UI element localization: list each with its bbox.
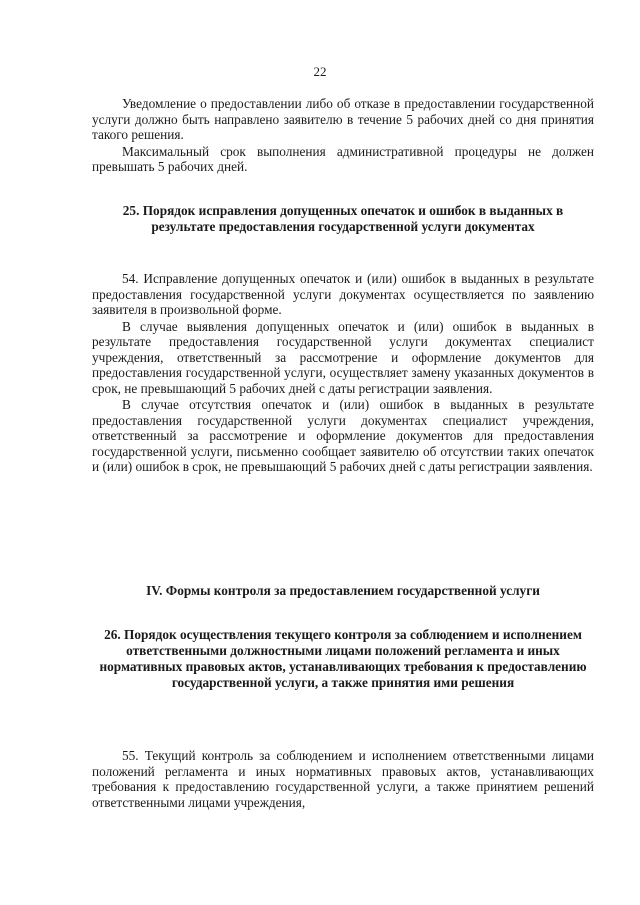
paragraph: Максимальный срок выполнения административной процедуры не должен превышать 5 рабочих дней. bbox=[92, 143, 594, 174]
paragraph: В случае отсутствия опечаток и (или) ошибок в выданных в результате предоставления государственной услуги документах специалист учреждения, ответственный за рассмотрение и оформление документов для предоставления государственной услуги, письменно сообщает заявителю об отсутствии таких опечаток и (или) ошибок в срок, не превышающий 5 рабочих дней с даты регистрации заявления. bbox=[92, 397, 594, 474]
section-heading-26: 26. Порядок осуществления текущего контроля за соблюдением и исполнением ответственными должностными лицами положений регламента и иных нормативных правовых актов, устанавливающих требования к предоставлению государственной услуги, а также принятия ими решения bbox=[99, 627, 587, 690]
paragraph-54-block bbox=[92, 271, 594, 475]
chapter-heading-iv: IV. Формы контроля за предоставлением государственной услуги bbox=[146, 583, 540, 598]
paragraph: Уведомление о предоставлении либо об отказе в предоставлении государственной услуги должно быть направлено заявителю в течение 5 рабочих дней со дня принятия такого решения. bbox=[92, 96, 594, 142]
intro-block bbox=[92, 96, 594, 175]
page-number: 22 bbox=[313, 64, 327, 79]
paragraph: В случае выявления допущенных опечаток и (или) ошибок в выданных в результате предоставления государственной услуги документах специалист учреждения, ответственный за рассмотрение и оформление документов для предоставления государственной услуги, осуществляет замену указанных документов в срок, не превышающий 5 рабочих дней с даты регистрации заявления. bbox=[92, 318, 594, 396]
section-heading-25: 25. Порядок исправления допущенных опечаток и ошибок в выданных в результате предоставления государственной услуги документах bbox=[122, 203, 564, 234]
paragraph: 55. Текущий контроль за соблюдением и исполнением ответственными лицами положений регламента и иных нормативных правовых актов, устанавливающих требования к предоставлению государственной услуги, а также принятием решений ответственными лицами учреждения, bbox=[92, 748, 594, 810]
paragraph-55-block bbox=[92, 748, 594, 810]
paragraph: 54. Исправление допущенных опечаток и (или) ошибок в выданных в результате предоставления государственной услуги документах осуществляется по заявлению заявителя в произвольной форме. bbox=[92, 271, 594, 317]
